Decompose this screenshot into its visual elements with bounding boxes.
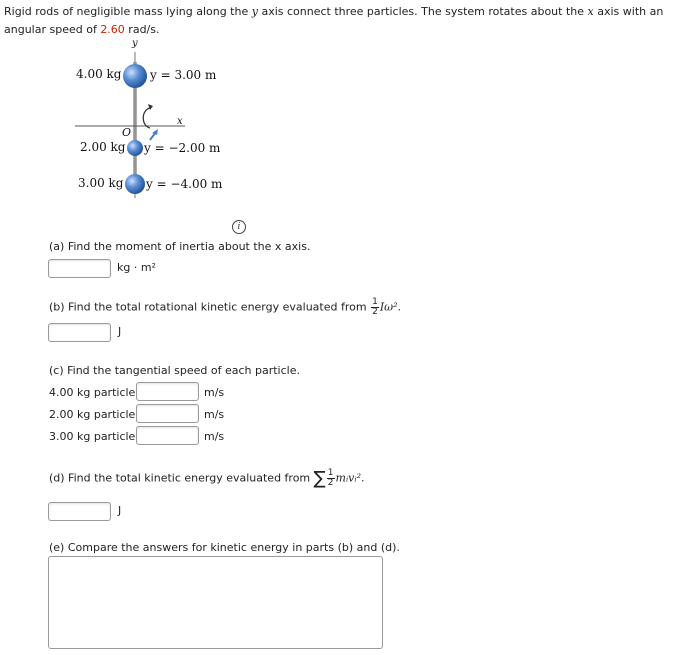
angular-speed-value: 2.60 bbox=[100, 23, 125, 36]
particle-sphere-4kg bbox=[123, 64, 147, 88]
part-b-fraction: $\frac{1}{2}$ bbox=[372, 297, 378, 317]
position-label-3: y = −4.00 m bbox=[146, 177, 223, 191]
mass-label-2: 2.00 kg bbox=[80, 140, 126, 154]
part-e-textarea[interactable] bbox=[48, 556, 383, 649]
part-c-row-3-label: 3.00 kg particle bbox=[49, 430, 136, 443]
y-axis-label: y bbox=[132, 38, 138, 49]
part-b-question: (b) Find the total rotational kinetic energy evaluated from $\frac{1}{2}$ Iω². bbox=[49, 297, 402, 317]
mass-label-3: 3.00 kg bbox=[78, 176, 124, 190]
part-d-input[interactable] bbox=[48, 502, 111, 521]
part-d-unit: J bbox=[118, 504, 122, 517]
part-d-fraction: $\frac{1}{2}$ bbox=[327, 468, 334, 488]
particle-sphere-3kg bbox=[125, 174, 145, 194]
part-d-question: (d) Find the total kinetic energy evaluated from ∑ $\frac{1}{2}$ mᵢvᵢ². bbox=[49, 468, 365, 489]
part-a-input[interactable] bbox=[48, 259, 111, 278]
info-icon[interactable]: i bbox=[232, 220, 246, 234]
part-c-row-3-unit: m/s bbox=[204, 430, 225, 443]
mass-label-1: 4.00 kg bbox=[76, 67, 122, 81]
part-c-row-3-input[interactable] bbox=[136, 426, 199, 445]
part-c-row-1-input[interactable] bbox=[136, 382, 199, 401]
part-b-input[interactable] bbox=[48, 323, 111, 342]
particle-diagram bbox=[0, 0, 700, 240]
particle-sphere-2kg bbox=[127, 140, 143, 156]
origin-label: O bbox=[122, 126, 132, 139]
part-b-unit: J bbox=[118, 325, 122, 338]
problem-statement: Rigid rods of negligible mass lying along the y axis connect three particles. The system rotates about the x axis with an angular speed of 2.60 rad/s. bbox=[4, 5, 664, 36]
position-label-1: y = 3.00 m bbox=[150, 68, 217, 82]
part-c-row-2-label: 2.00 kg particle bbox=[49, 408, 136, 421]
part-c-question: (c) Find the tangential speed of each particle. bbox=[49, 364, 300, 377]
x-axis-label: x bbox=[177, 116, 183, 127]
rotation-arrow bbox=[143, 108, 150, 128]
part-c-row-1-unit: m/s bbox=[204, 386, 225, 399]
part-c-row-1-label: 4.00 kg particle bbox=[49, 386, 136, 399]
position-label-2: y = −2.00 m bbox=[144, 141, 221, 155]
part-c-row-2-input[interactable] bbox=[136, 404, 199, 423]
diagram-graphics bbox=[0, 0, 700, 240]
part-a-question: (a) Find the moment of inertia about the x axis. bbox=[49, 240, 311, 253]
part-a-unit: kg · m² bbox=[117, 261, 156, 274]
sigma-symbol: ∑ bbox=[313, 468, 326, 489]
part-c-row-2-unit: m/s bbox=[204, 408, 225, 421]
part-e-question: (e) Compare the answers for kinetic energy in parts (b) and (d). bbox=[49, 541, 400, 554]
